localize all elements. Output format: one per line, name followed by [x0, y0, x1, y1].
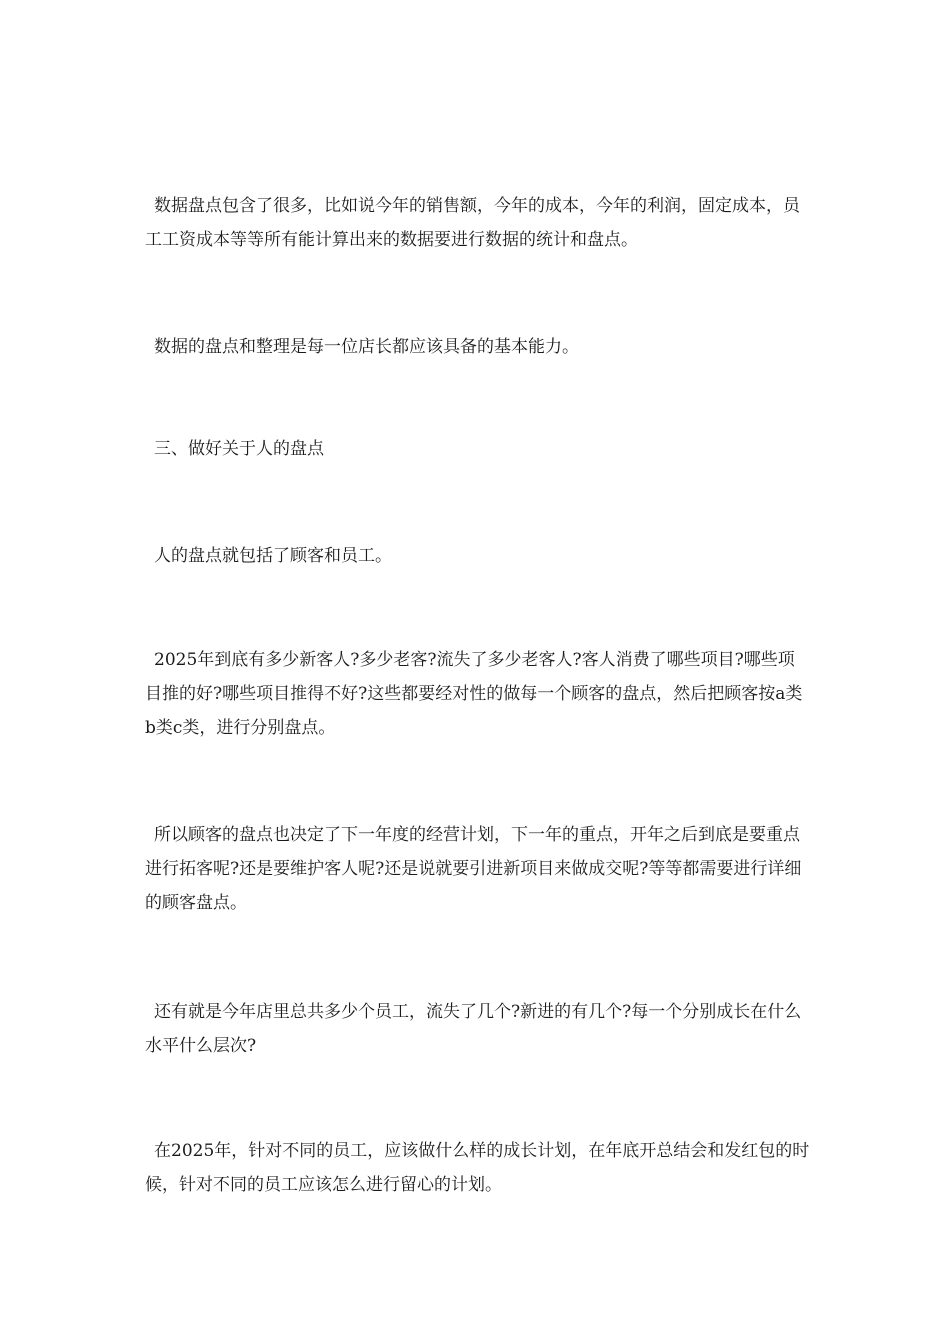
paragraph-business-plan: 所以顾客的盘点也决定了下一年度的经营计划，下一年的重点，开年之后到底是要重点进行拓客呢?还是要维护客人呢?还是说就要引进新项目来做成交呢?等等都需要进行详细的顾客盘点。	[145, 825, 802, 913]
paragraph-data-inventory: 数据盘点包含了很多，比如说今年的销售额，今年的成本，今年的利润，固定成本，员工工资成本等等所有能计算出来的数据要进行数据的统计和盘点。	[145, 196, 800, 250]
paragraph-manager-ability: 数据的盘点和整理是每一位店长都应该具备的基本能力。	[154, 337, 579, 357]
paragraph-staff-growth-plan: 在2025年，针对不同的员工，应该做什么样的成长计划，在年底开总结会和发红包的时候，针对不同的员工应该怎么进行留心的计划。	[145, 1141, 810, 1195]
paragraph-customer-count: 2025年到底有多少新客人?多少老客?流失了多少老客人?客人消费了哪些项目?哪些项目推的好?哪些项目推得不好?这些都要经对性的做每一个顾客的盘点，然后把顾客按a类b类c类，进行分别盘点。	[145, 650, 803, 738]
paragraph-staff-count: 还有就是今年店里总共多少个员工，流失了几个?新进的有几个?每一个分别成长在什么水平什么层次?	[145, 1002, 802, 1056]
section-heading-people-inventory: 三、做好关于人的盘点	[154, 439, 324, 459]
paragraph-people-scope: 人的盘点就包括了顾客和员工。	[154, 546, 392, 566]
